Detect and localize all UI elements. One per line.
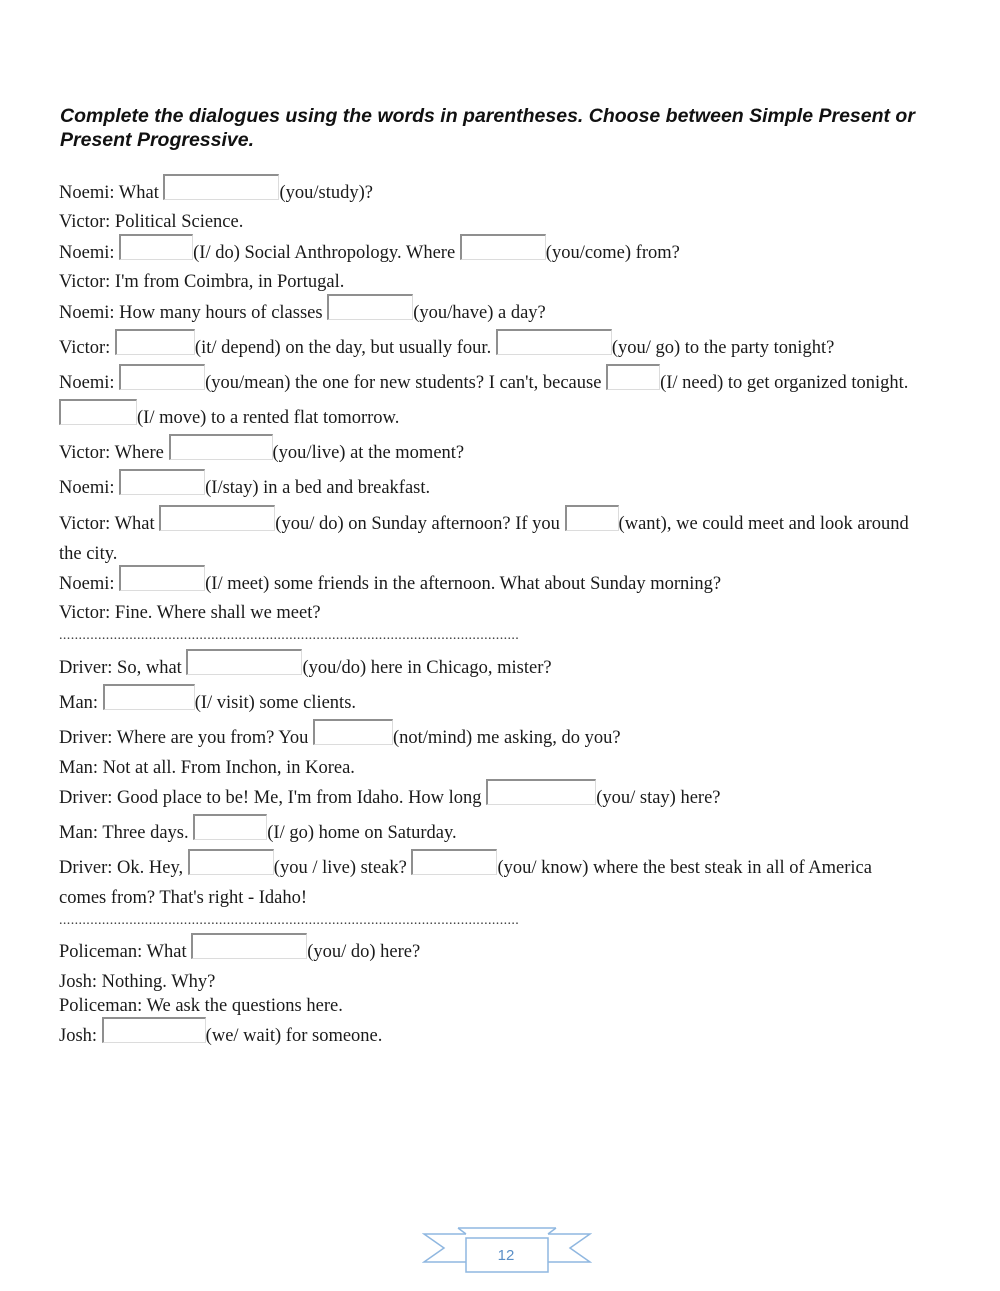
- separator: ......................................................................................................................: [59, 913, 520, 928]
- dialogue-line: Josh: (we/ wait) for someone.: [59, 1017, 382, 1047]
- dialogue-line: Man: (I/ visit) some clients.: [59, 684, 356, 714]
- answer-input[interactable]: [102, 1017, 206, 1043]
- answer-input[interactable]: [460, 234, 546, 260]
- dialogue-line: Policeman: We ask the questions here.: [59, 996, 343, 1016]
- dialogue-line: Driver: Ok. Hey, (you / live) steak? (you/ know) where the best steak in all of America: [59, 849, 872, 879]
- dialogue-line: Noemi: (I/ meet) some friends in the afternoon. What about Sunday morning?: [59, 565, 721, 595]
- instructions: Complete the dialogues using the words in parentheses. Choose between Simple Present or Present Progressive.: [60, 105, 915, 151]
- answer-input[interactable]: [163, 174, 279, 200]
- dialogue-line: the city.: [59, 544, 118, 564]
- dialogue-line: Noemi: How many hours of classes (you/have) a day?: [59, 294, 546, 324]
- dialogue-line: Victor: Political Science.: [59, 212, 244, 232]
- answer-input[interactable]: [496, 329, 612, 355]
- answer-input[interactable]: [159, 505, 275, 531]
- answer-input[interactable]: [103, 684, 195, 710]
- dialogue-line: Victor: What (you/ do) on Sunday afternoon? If you (want), we could meet and look around: [59, 505, 909, 535]
- separator: ......................................................................................................................: [59, 628, 520, 643]
- dialogue-line: Noemi: (you/mean) the one for new students? I can't, because (I/ need) to get organized tonight.: [59, 364, 908, 394]
- dialogue-line: Josh: Nothing. Why?: [59, 972, 216, 992]
- dialogue-line: Noemi: What (you/study)?: [59, 174, 373, 204]
- dialogue-line: comes from? That's right - Idaho!: [59, 888, 308, 908]
- answer-input[interactable]: [169, 434, 273, 460]
- dialogue-line: Victor: I'm from Coimbra, in Portugal.: [59, 272, 345, 292]
- dialogue-line: Driver: Where are you from? You (not/mind) me asking, do you?: [59, 719, 621, 749]
- answer-input[interactable]: [119, 469, 205, 495]
- answer-input[interactable]: [191, 933, 307, 959]
- dialogue-line: Victor: (it/ depend) on the day, but usually four. (you/ go) to the party tonight?: [59, 329, 834, 359]
- dialogue-line: Driver: So, what (you/do) here in Chicago, mister?: [59, 649, 552, 679]
- answer-input[interactable]: [115, 329, 195, 355]
- dialogue-line: Man: Not at all. From Inchon, in Korea.: [59, 758, 355, 778]
- dialogue-line: Driver: Good place to be! Me, I'm from Idaho. How long (you/ stay) here?: [59, 779, 721, 809]
- dialogue-line: (I/ move) to a rented flat tomorrow.: [59, 399, 399, 429]
- answer-input[interactable]: [119, 364, 205, 390]
- answer-input[interactable]: [313, 719, 393, 745]
- answer-input[interactable]: [186, 649, 302, 675]
- dialogue-line: Noemi: (I/ do) Social Anthropology. Where (you/come) from?: [59, 234, 680, 264]
- answer-input[interactable]: [193, 814, 267, 840]
- page-number: 12: [497, 1247, 515, 1264]
- dialogue-line: Policeman: What (you/ do) here?: [59, 933, 420, 963]
- dialogue-line: Victor: Fine. Where shall we meet?: [59, 603, 321, 623]
- answer-input[interactable]: [565, 505, 619, 531]
- answer-input[interactable]: [59, 399, 137, 425]
- dialogue-line: Man: Three days. (I/ go) home on Saturday.: [59, 814, 457, 844]
- answer-input[interactable]: [486, 779, 596, 805]
- answer-input[interactable]: [119, 234, 193, 260]
- dialogue-line: Victor: Where (you/live) at the moment?: [59, 434, 464, 464]
- answer-input[interactable]: [327, 294, 413, 320]
- answer-input[interactable]: [606, 364, 660, 390]
- answer-input[interactable]: [119, 565, 205, 591]
- dialogue-line: Noemi: (I/stay) in a bed and breakfast.: [59, 469, 430, 499]
- answer-input[interactable]: [188, 849, 274, 875]
- answer-input[interactable]: [411, 849, 497, 875]
